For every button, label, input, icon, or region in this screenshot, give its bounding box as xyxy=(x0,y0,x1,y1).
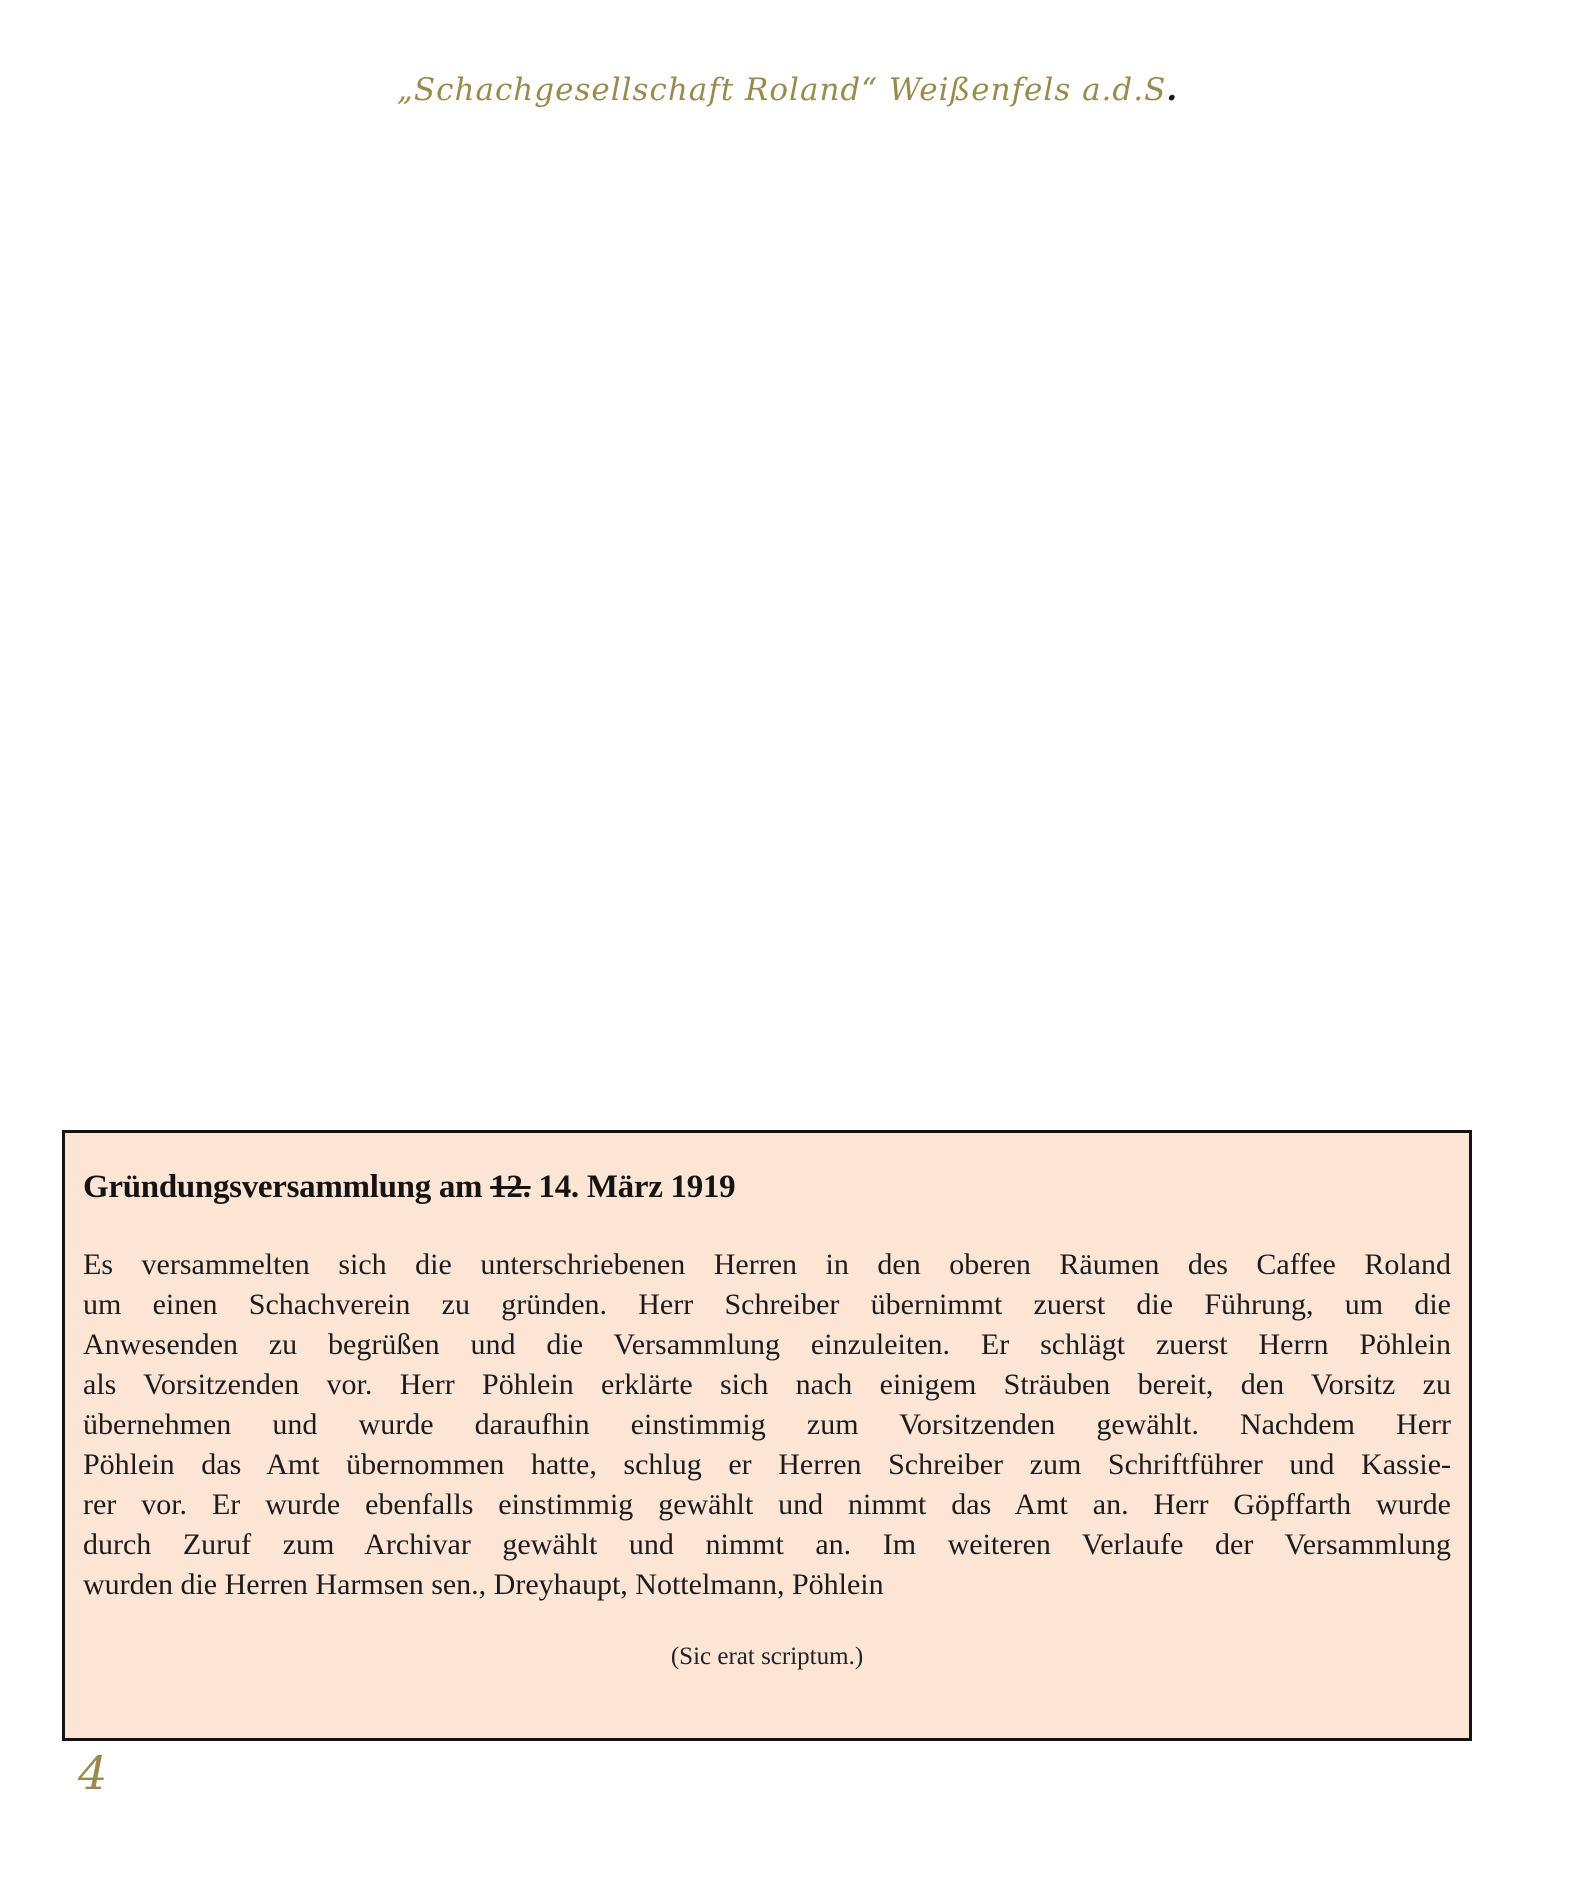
sic-annotation: (Sic erat scriptum.) xyxy=(670,1643,864,1670)
minutes-paragraph-line: wurden die Herren Harmsen sen., Dreyhaupt, Nottelmann, Pöhlein xyxy=(83,1568,884,1601)
page-number: 4 xyxy=(78,1746,108,1800)
minutes-paragraph-line: Pöhlein das Amt übernommen hatte, schlug er Herren Schreiber zum Schriftführer und Kassie- xyxy=(83,1448,1451,1481)
minutes-paragraph-line: Es versammelten sich die unterschriebenen Herren in den oberen Räumen des Caffee Roland xyxy=(83,1248,1451,1281)
minutes-box xyxy=(62,1130,1472,1741)
minutes-paragraph-line: um einen Schachverein zu gründen. Herr Schreiber übernimmt zuerst die Führung, um die xyxy=(83,1288,1451,1321)
minutes-paragraph xyxy=(83,1245,1451,1605)
minutes-heading-prefix: Gründungsversammlung am xyxy=(83,1169,491,1205)
minutes-heading-struck-date: 12. xyxy=(490,1169,531,1205)
minutes-heading-suffix: 14. März 1919 xyxy=(530,1169,736,1205)
minutes-heading xyxy=(83,1169,1451,1205)
club-header-trailing-period: . xyxy=(1166,72,1179,108)
minutes-paragraph-line: Anwesenden zu begrüßen und die Versammlung einzuleiten. Er schlägt zuerst Herrn Pöhlein xyxy=(83,1328,1451,1361)
minutes-paragraph-line: rer vor. Er wurde ebenfalls einstimmig gewählt und nimmt das Amt an. Herr Göpffarth wurde xyxy=(83,1488,1451,1521)
minutes-paragraph-line: durch Zuruf zum Archivar gewählt und nimmt an. Im weiteren Verlaufe der Versammlung xyxy=(83,1528,1451,1561)
club-header-text: „Schachgesellschaft Roland“ Weißenfels a.d.S xyxy=(396,72,1167,108)
minutes-paragraph-line: als Vorsitzenden vor. Herr Pöhlein erklärte sich nach einigem Sträuben bereit, den Vorsitz zu xyxy=(83,1368,1451,1401)
minutes-paragraph-line: übernehmen und wurde daraufhin einstimmig zum Vorsitzenden gewählt. Nachdem Herr xyxy=(83,1408,1451,1441)
club-header-title xyxy=(0,72,1575,108)
